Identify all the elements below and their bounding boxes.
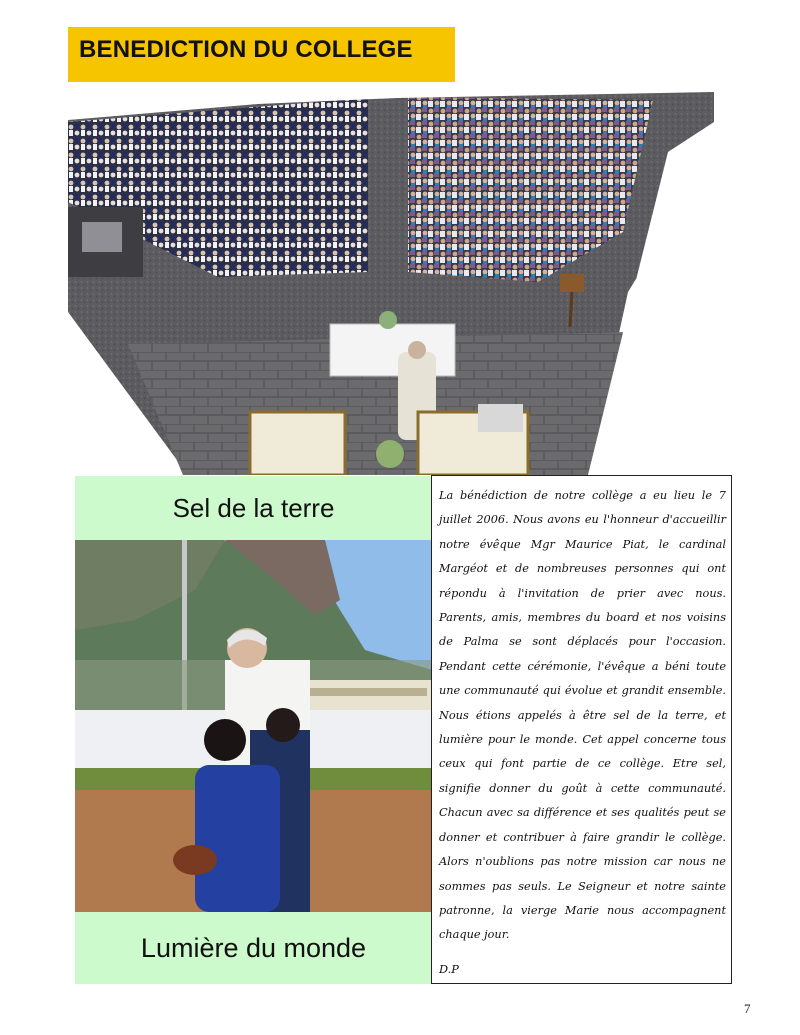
blessing-photo: [75, 540, 432, 912]
page-number: 7: [744, 1001, 751, 1016]
article-signature: D.P: [439, 962, 459, 976]
caption-lumiere-du-monde: Lumière du monde: [75, 912, 432, 984]
article-text-box: [431, 475, 732, 984]
ceremony-crowd-photo: [68, 82, 714, 475]
page-title: BENEDICTION DU COLLEGE: [68, 27, 455, 82]
article-body: La bénédiction de notre collège a eu lieu le 7 juillet 2006. Nous avons eu l'honneur d'accueillir notre évêque Mgr Maurice Piat, le cardinal Margéot et de nombreuses personnes qui ont répondu à l'invitation de prier avec nous. Parents, amis, membres du board et nos voisins de Palma se sont déplacés pour l'occasion. Pendant cette cérémonie, l'évêque a béni toute une communauté qui évolue et grandit ensemble. Nous étions appelés à être sel de la terre, et lumière pour le monde. Cet appel concerne tous ceux qui font partie de ce collège. Etre sel, signifie donner du goût à cette communauté. Chacun avec sa différence et ses qualités peut se donner et contribuer à faire grandir le collège. Alors n'oublions pas notre mission car nous ne sommes pas seuls. Le Seigneur et notre sainte patronne, la vierge Marie nous accompagnent chaque jour.: [439, 489, 726, 942]
caption-sel-de-la-terre: Sel de la terre: [75, 476, 432, 540]
